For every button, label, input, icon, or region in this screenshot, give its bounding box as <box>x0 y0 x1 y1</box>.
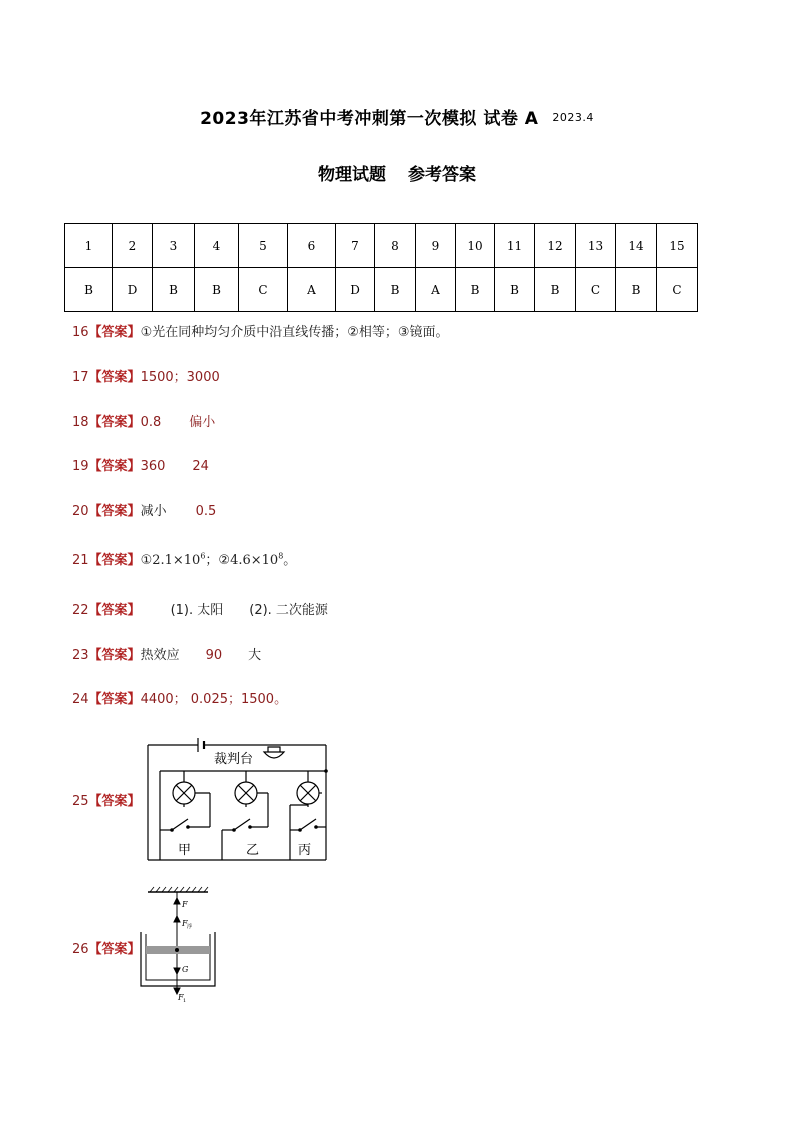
question-number-cell: 1 <box>65 224 113 268</box>
force-diagram <box>138 884 223 1004</box>
question-number-row <box>65 224 698 268</box>
arrow-down-icon <box>174 968 180 974</box>
exam-title: 2023年江苏省中考冲刺第一次模拟 试卷 A <box>200 109 539 129</box>
question-number-cell: 10 <box>456 224 495 268</box>
answer-cell: C <box>239 268 288 312</box>
question-number-cell: 6 <box>288 224 336 268</box>
question-number-cell: 7 <box>336 224 375 268</box>
answer-21: 21【答案】$①2.1\times 10^6$；$②4.6\times 10^8$。 <box>72 551 297 568</box>
arrow-up-icon <box>174 916 180 922</box>
answer-cell: B <box>153 268 195 312</box>
exam-date: 2023.4 <box>552 111 594 124</box>
question-number-cell: 13 <box>576 224 616 268</box>
answer-cell: B <box>195 268 239 312</box>
answer-18: 18【答案】0.8 偏小 <box>72 415 216 430</box>
svg-text:F: F <box>182 900 188 909</box>
svg-text:1: 1 <box>183 998 187 1004</box>
answer-cell: D <box>336 268 375 312</box>
question-number-cell: 9 <box>416 224 456 268</box>
answer-20: 20【答案】减小 0.5 <box>72 504 217 519</box>
switch-label-bing: 丙 <box>298 843 312 858</box>
answer-23: 23【答案】热效应 90 大 <box>72 648 262 663</box>
page-title <box>0 104 794 129</box>
answer-cell: C <box>576 268 616 312</box>
answer-17: 17【答案】1500；3000 <box>72 370 220 385</box>
question-number-cell: 14 <box>616 224 657 268</box>
switch-label-jia: 甲 <box>178 843 192 858</box>
answer-cell: B <box>535 268 576 312</box>
answer-25: 25【答案】 <box>72 794 141 809</box>
switch-bing <box>300 819 316 830</box>
question-number-cell: 8 <box>375 224 416 268</box>
question-number-cell: 2 <box>113 224 153 268</box>
question-number-cell: 15 <box>657 224 698 268</box>
switch-yi <box>234 819 250 830</box>
answer-cell: B <box>375 268 416 312</box>
answer-cell: B <box>616 268 657 312</box>
svg-text:G: G <box>182 965 189 974</box>
circuit-diagram <box>140 735 335 865</box>
answer-cell: B <box>456 268 495 312</box>
answer-cell: A <box>416 268 456 312</box>
answer-24: 24【答案】4400； 0.025；1500。 <box>72 692 288 707</box>
answer-cell: B <box>495 268 535 312</box>
judge-label: 裁判台 <box>214 752 254 767</box>
answer-cell: B <box>65 268 113 312</box>
answer-cell: D <box>113 268 153 312</box>
arrow-up-icon <box>174 898 180 904</box>
answer-row <box>65 268 698 312</box>
switch-label-yi: 乙 <box>246 843 260 858</box>
question-number-cell: 3 <box>153 224 195 268</box>
switch-jia <box>172 819 188 830</box>
bell-icon <box>264 752 284 758</box>
reference-answer-label: 参考答案 <box>408 165 476 185</box>
svg-text:F: F <box>178 993 184 1002</box>
svg-text:浮: 浮 <box>187 924 193 930</box>
question-number-cell: 5 <box>239 224 288 268</box>
question-number-cell: 12 <box>535 224 576 268</box>
subject-label: 物理试题 <box>318 165 386 185</box>
answer-22: 22【答案】 (1). 太阳 (2). 二次能源 <box>72 603 328 618</box>
svg-text:F: F <box>182 919 188 928</box>
answer-cell: A <box>288 268 336 312</box>
answer-16: 16【答案】①光在同种均匀介质中沿直线传播；②相等；③镜面。 <box>72 325 449 340</box>
question-number-cell: 4 <box>195 224 239 268</box>
answer-26: 26【答案】 <box>72 942 141 957</box>
answer-table <box>64 223 698 312</box>
answer-19: 19【答案】360 24 <box>72 459 209 474</box>
page-subtitle <box>0 160 794 185</box>
question-number-cell: 11 <box>495 224 535 268</box>
answer-cell: C <box>657 268 698 312</box>
